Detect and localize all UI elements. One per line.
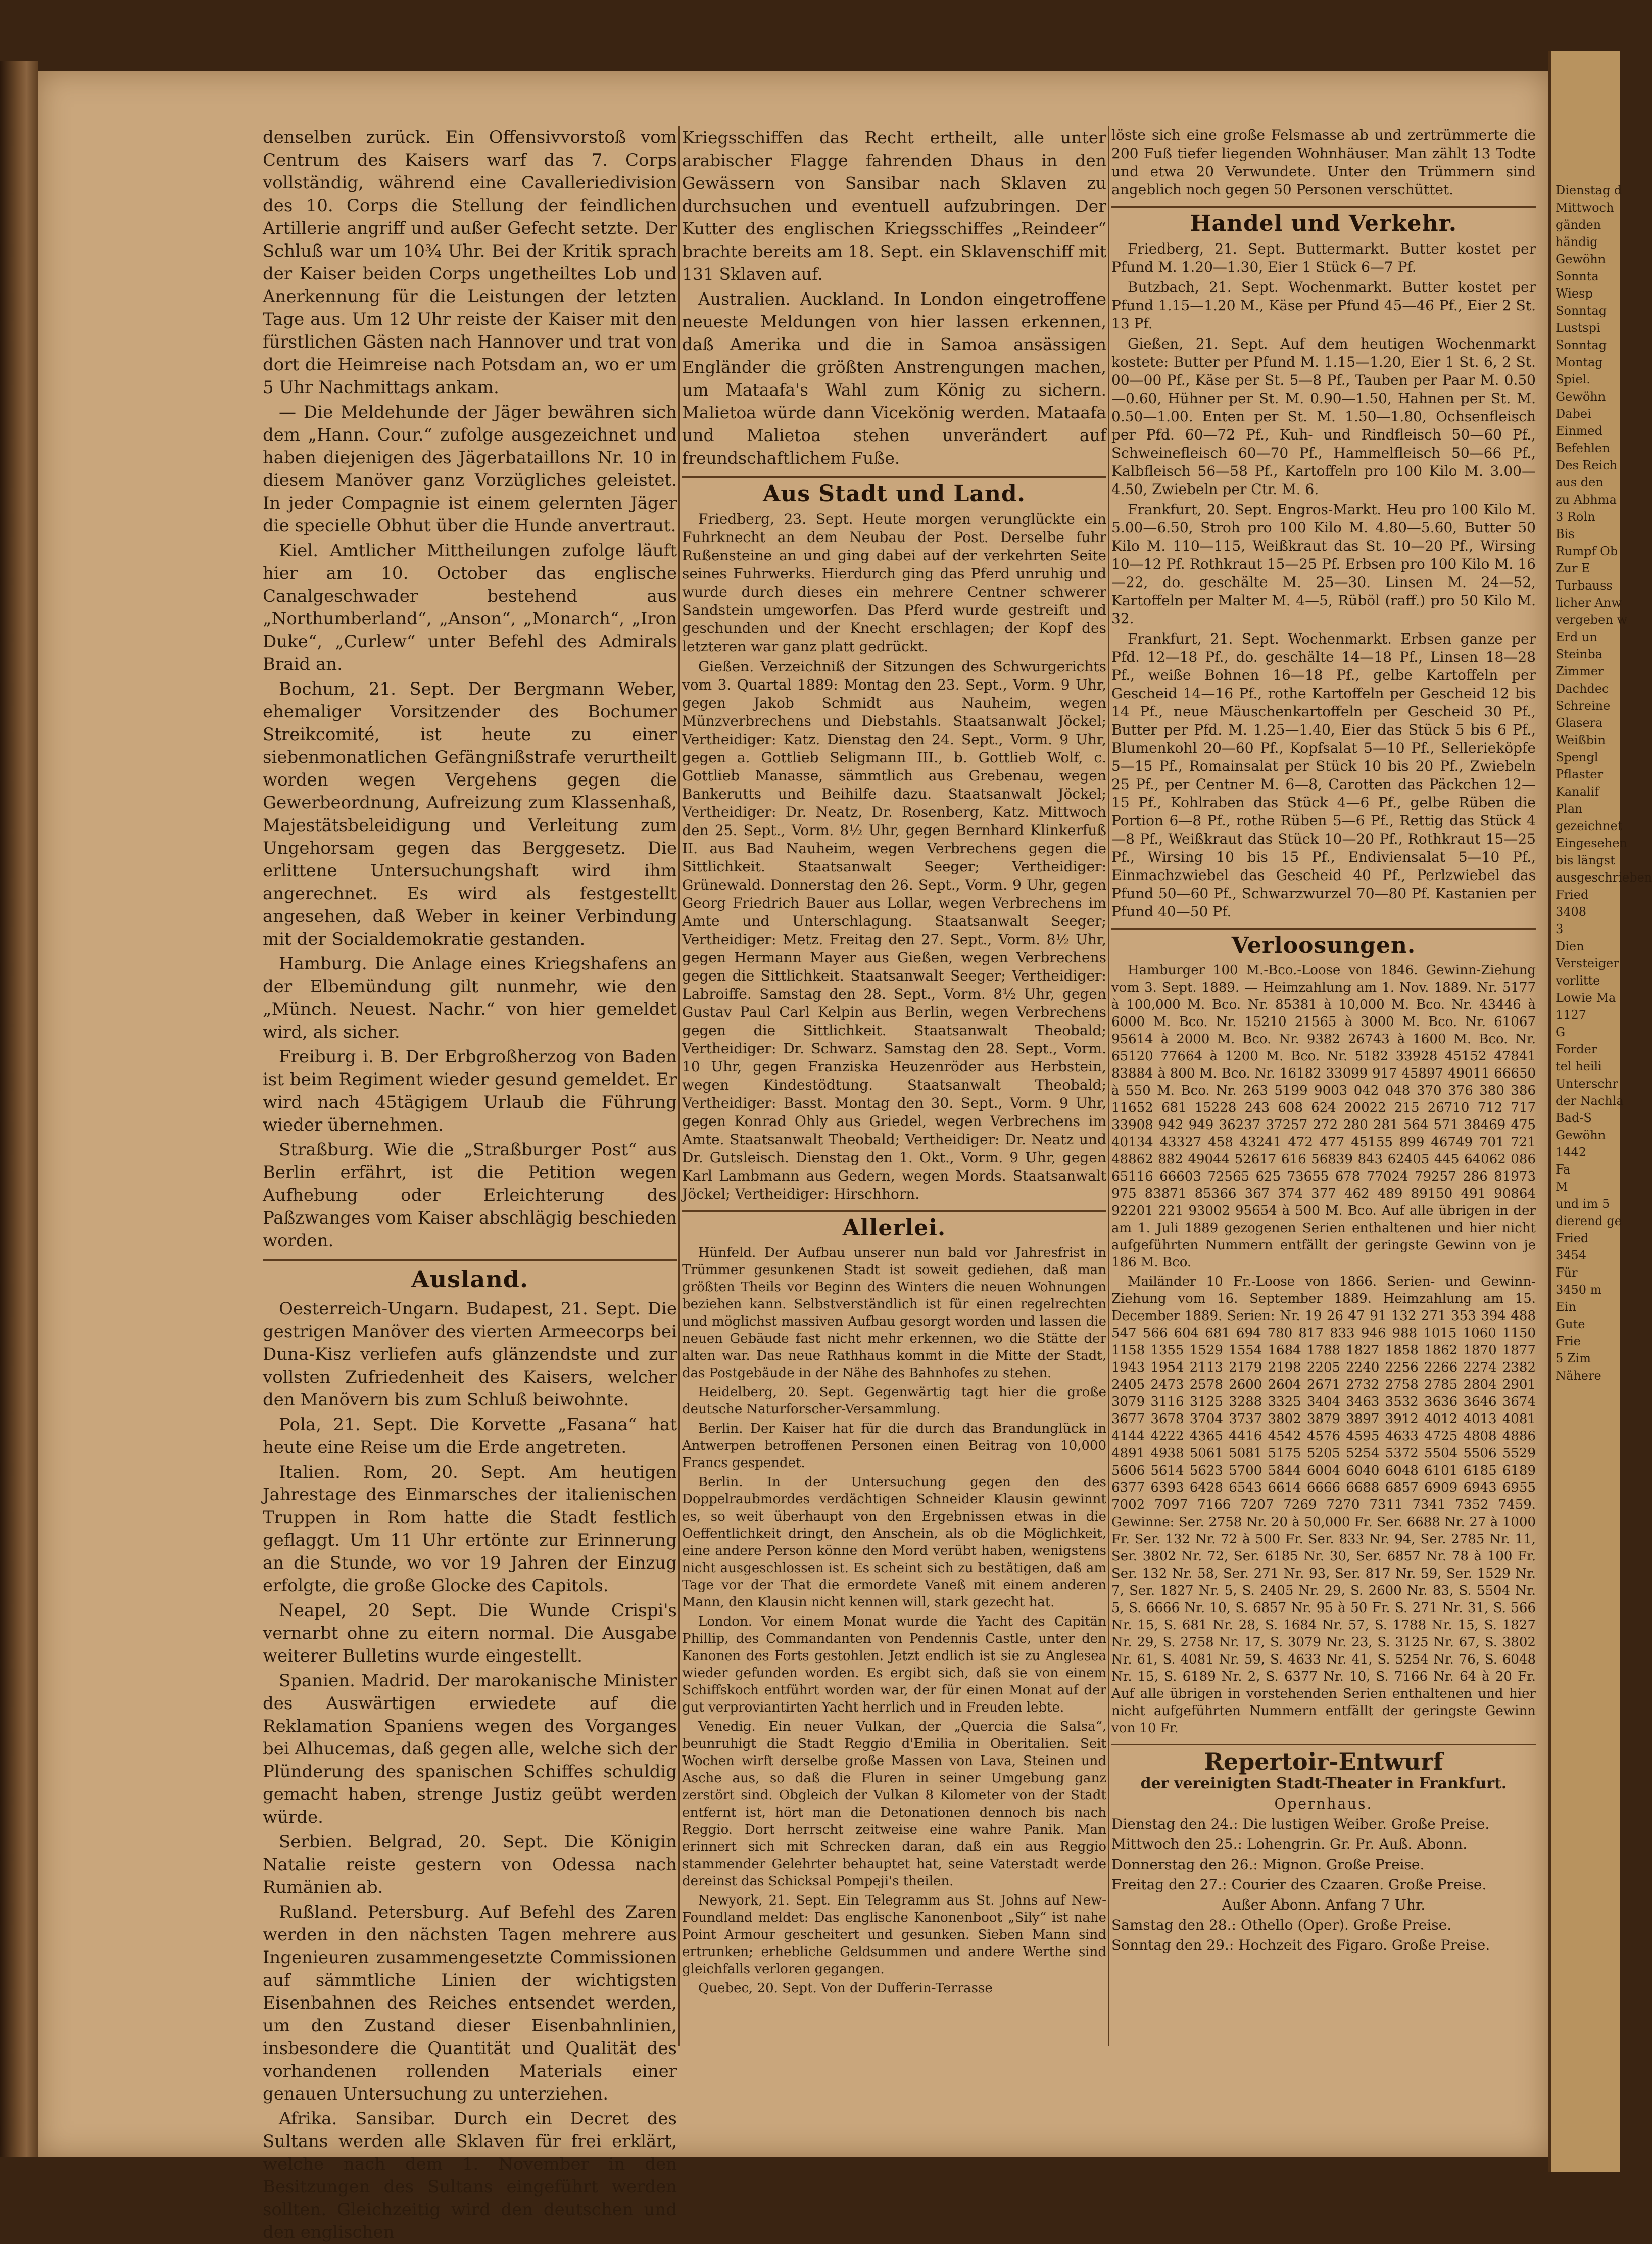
adjacent-page-edge <box>1548 51 1652 2172</box>
column-1 <box>263 126 677 2242</box>
list-item: Außer Abonn. Anfang 7 Uhr. <box>1222 1896 1426 1913</box>
paragraph: Quebec, 20. Sept. Von der Dufferin-Terrasse <box>698 1981 993 1996</box>
ausland-paragraphs <box>263 1298 677 2244</box>
opernhaus-label: Opernhaus. <box>1274 1795 1373 1812</box>
adjacent-page-line: ausgeschrieben <box>1556 870 1652 885</box>
paragraph: Bochum, 21. Sept. Der Bergmann Weber, ehemaliger Vorsitzender des Bochumer Streikcomité, ist heute zu einer siebenmonatlichen Gefängnißstrafe verurtheilt worden wegen Vergehens gegen die Gewerbeordnung, Aufreizung zum Klassenhaß, Majestätsbeleidigung und Verleitung zum Ungehorsam gegen das Berggesetz. Die erlittene Untersuchungshaft wird ihm angerechnet. Es wird als festgestellt angesehen, daß Weber in keiner Verbindung mit der Socialdemokratie gestanden. <box>263 679 677 949</box>
paragraph: Serbien. Belgrad, 20. Sept. Die Königin Natalie reiste gestern von Odessa nach Rumänien ab. <box>263 1832 677 1897</box>
section-divider <box>1111 928 1536 930</box>
adjacent-page-line: Dienstag d <box>1556 183 1622 198</box>
list-item: Sonntag den 29.: Hochzeit des Figaro. Große Preise. <box>1111 1937 1490 1954</box>
adjacent-page-line: der Nachla <box>1556 1094 1624 1108</box>
adjacent-page-line: Versteiger <box>1556 956 1619 970</box>
adjacent-page-line: Pflaster <box>1556 767 1604 782</box>
adjacent-page-line: Für <box>1556 1265 1578 1280</box>
adjacent-page-line: Weißbin <box>1556 733 1606 747</box>
adjacent-page-line: Gewöhn <box>1556 1128 1606 1142</box>
paragraph: Heidelberg, 20. Sept. Gegenwärtig tagt hier die große deutsche Naturforscher-Versammlung. <box>682 1385 1106 1417</box>
adjacent-page-line: Fa <box>1556 1162 1571 1177</box>
col1-paragraphs <box>263 126 677 1252</box>
adjacent-page-line: Lustspi <box>1556 321 1600 335</box>
paragraph: London. Vor einem Monat wurde die Yacht des Capitän Phillip, des Commandanten von Pendennis Castle, unter den Kanonen des Forts gestohlen. Jetzt endlich ist sie zu Anglesea wieder gefunden worden. Es ergibt sich, daß sie von einem Schiffskoch entführt worden war, der für einen Monat auf der gut verproviantirten Yacht herrlich und in Freuden lebte. <box>682 1614 1106 1715</box>
repertoir-list <box>1111 1815 1536 1955</box>
column-rule-2 <box>1108 126 1109 2046</box>
paragraph: Venedig. Ein neuer Vulkan, der „Quercia die Salsa“, beunruhigt die Stadt Reggio d'Emilia in Oberitalien. Seit Wochen wirft derselbe große Massen von Lava, Steinen und Asche aus, so daß die Fluren in seiner Umgebung ganz zerstört sind. Obgleich der Vulkan 8 Kilometer von der Stadt entfernt ist, hört man die Detonationen dennoch bis nach Reggio. Dort herrscht zeitweise eine wahre Panik. Man erinnert sich mit Schrecken daran, daß ein aus Reggio stammender Gelehrter behauptet hat, seine Vaterstadt werde dereinst das Schicksal Pompeji's theilen. <box>682 1719 1106 1889</box>
column-3 <box>1111 126 1536 2096</box>
paragraph: Italien. Rom, 20. Sept. Am heutigen Jahrestage des Einmarsches der italienischen Truppen in Rom hatte die Stadt festlich geflaggt. Um 11 Uhr ertönte zur Erinnerung an die Stunde, wo vor 19 Jahren der Einzug erfolgte, die große Glocke des Capitols. <box>263 1462 677 1596</box>
paragraph: Neapel, 20 Sept. Die Wunde Crispi's vernarbt ohne zu eitern normal. Die Ausgabe weiterer Bulletins wurde eingestellt. <box>263 1600 677 1666</box>
section-heading-handel-und-verkehr: Handel und Verkehr. <box>1190 211 1457 236</box>
adjacent-page-line: Frie <box>1556 1334 1581 1348</box>
adjacent-page-line: vergeben w <box>1556 613 1627 627</box>
adjacent-page-line: Schreine <box>1556 699 1611 713</box>
paragraph: Hamburg. Die Anlage eines Kriegshafens an der Elbemündung gilt nunmehr, wie den „Münch. Neuest. Nachr.“ von hier gemeldet wird, als sicher. <box>263 954 677 1042</box>
adjacent-page-line: Zimmer <box>1556 664 1604 678</box>
adjacent-page-line: 3 <box>1556 922 1564 936</box>
adjacent-page-line: Wiesp <box>1556 286 1593 301</box>
adjacent-page-line: 3450 m <box>1556 1283 1602 1297</box>
paragraph: Hünfeld. Der Aufbau unserer nun bald vor Jahresfrist in Trümmer gesunkenen Stadt ist soweit gediehen, daß man größten Theils vor Beginn des Winters die neuen Wohnungen beziehen kann. Selbstverständlich ist für einen regelrechten und möglichst massiven Aufbau gesorgt worden und lassen die neuen Gebäude fast nicht mehr erkennen, wo die Stätte der alten war. Das neue Rathhaus kommt in die Mitte der Stadt, das Postgebäude in der Nähe des Bahnhofes zu stehen. <box>682 1245 1106 1381</box>
paragraph: Friedberg, 21. Sept. Buttermarkt. Butter kostet per Pfund M. 1.20—1.30, Eier 1 Stück 6—7 Pf. <box>1111 240 1536 275</box>
adjacent-page-line: 3454 <box>1556 1248 1587 1262</box>
book-spine-edge <box>0 61 38 2157</box>
section-divider <box>682 476 1106 478</box>
adjacent-page-line: Plan <box>1556 802 1583 816</box>
column-2 <box>682 126 1106 2096</box>
paragraph: Newyork, 21. Sept. Ein Telegramm aus St. Johns auf New-Foundland meldet: Das englische Kanonenboot „Sily“ ist nahe Point Armour gescheitert und gesunken. Sieben Mann sind ertrunken; erhebliche Geldsummen und andere Werthe sind gleichfalls verloren gegangen. <box>682 1893 1106 1977</box>
adjacent-page-line: Bad-S <box>1556 1111 1592 1125</box>
paragraph: Frankfurt, 20. Sept. Engros-Markt. Heu pro 100 Kilo M. 5.00—6.50, Stroh pro 100 Kilo M. 4.80—5.60, Butter 50 Kilo M. 110—115, Weißkraut das St. 10—20 Pf., Wirsing 10—12 Pf. Rothkraut 15—25 Pf. Erbsen pro 100 Kilo M. 16—22, do. geschälte M. 25—30. Linsen M. 24—52, Kartoffeln per Malter M. 4—5, Rüböl (raff.) pro 50 Kilo M. 32. <box>1111 501 1536 627</box>
adjacent-page-line: Fried <box>1556 1231 1589 1245</box>
list-item: Dienstag den 24.: Die lustigen Weiber. Große Preise. <box>1111 1816 1490 1832</box>
paragraph: Gießen, 21. Sept. Auf dem heutigen Wochenmarkt kostete: Butter per Pfund M. 1.15—1.20, Eier 1 St. 6, 2 St. 00—00 Pf., Käse per St. 5—8 Pf., Tauben per Paar M. 0.50—0.60, Hühner per St. M. 0.90—1.50, Hahnen per St. M. 0.50—1.00. Enten per St. M. 1.50—1.80, Ochsenfleisch per Pfd. 60—72 Pf., Kuh- und Rindfleisch 50—60 Pf., Schweinefleisch 60—70 Pf., Hammelfleisch 50—66 Pf., Kalbfleisch 56—58 Pf., Kartoffeln pro 100 Kilo M. 3.00—4.50, Zwiebeln per Ctr. M. 6. <box>1111 335 1536 498</box>
adjacent-page-line: Dabei <box>1556 407 1591 421</box>
paragraph: Rußland. Petersburg. Auf Befehl des Zaren werden in den nächsten Tagen mehrere aus Ingenieuren zusammengesetzte Commissionen auf sämmtliche Linien der wichtigsten Eisenbahnen des Reiches entsendet werden, um den Zustand dieser Eisenbahnlinien, insbesondere die Quantität und Qualität des vorhandenen rollenden Materials einer genauen Untersuchung zu unterziehen. <box>263 1902 677 2104</box>
paragraph: löste sich eine große Felsmasse ab und zertrümmerte die 200 Fuß tiefer liegenden Wohnhäuser. Man zählt 13 Todte und etwa 20 Verwundete. Unter den Trümmern sind angeblich noch gegen 50 Personen verschüttet. <box>1111 127 1536 198</box>
adjacent-page-line: M <box>1556 1180 1568 1194</box>
adjacent-page-line: Mittwoch <box>1556 201 1614 215</box>
adjacent-page-line: Rumpf Ob <box>1556 544 1618 558</box>
paragraph: Afrika. Sansibar. Durch ein Decret des Sultans werden alle Sklaven für frei erklärt, welche nach dem 1. November in den Besitzungen des Sultans eingeführt werden sollten. Gleichzeitig wird den deutschen und den englischen <box>263 2109 677 2242</box>
list-item: Samstag den 28.: Othello (Oper). Große Preise. <box>1111 1917 1452 1933</box>
adjacent-page-line: Fried <box>1556 888 1589 902</box>
adjacent-page-line: Montag <box>1556 355 1603 369</box>
adjacent-page-line: Sonntag <box>1556 304 1607 318</box>
paragraph: Friedberg, 23. Sept. Heute morgen verunglückte ein Fuhrknecht an dem Neubau der Post. Derselbe fuhr Rußensteine an und ging dabei auf der verkehrten Seite seines Fuhrwerks. Hierdurch ging das Pferd unruhig und wurde durch dieses ein mehrere Centner schwerer Sandstein umgeworfen. Das Pferd wurde gestreift und geschunden und der Knecht erschlagen; der Kopf des letzteren war ganz platt gedrückt. <box>682 511 1106 655</box>
adjacent-page-line: Lowie Ma <box>1556 991 1616 1005</box>
paragraph: Oesterreich-Ungarn. Budapest, 21. Sept. Die gestrigen Manöver des vierten Armeecorps bei Duna-Kisz verliefen aufs glänzendste und zur vollsten Zufriedenheit des Kaisers, welcher den Manövern bis zum Schluß beiwohnte. <box>263 1299 677 1410</box>
adjacent-page-line: Bis <box>1556 527 1575 541</box>
adjacent-page-line: vorlitte <box>1556 973 1600 988</box>
adjacent-page-text <box>1551 51 1652 1384</box>
adjacent-page-line: Dachdec <box>1556 681 1609 696</box>
adjacent-page-line: Sonntag <box>1556 338 1607 352</box>
adjacent-page-line: Unterschr <box>1556 1077 1618 1091</box>
adjacent-page-line: und im 5 <box>1556 1197 1610 1211</box>
paragraph: Kiel. Amtlicher Mittheilungen zufolge läuft hier am 10. October das englische Canalgeschwader bestehend aus „Northumberland“, „Anson“, „Monarch“, „Iron Duke“, „Curlew“ unter Befehl des Admirals Braid an. <box>263 541 677 674</box>
paragraph: Pola, 21. Sept. Die Korvette „Fasana“ hat heute eine Reise um die Erde angetreten. <box>263 1414 677 1457</box>
adjacent-page-line: bis längst <box>1556 853 1615 867</box>
section-divider <box>1111 206 1536 208</box>
adjacent-page-line: Gute <box>1556 1317 1585 1331</box>
paragraph: Mailänder 10 Fr.-Loose von 1866. Serien- und Gewinn-Ziehung vom 16. September 1889. Heimzahlung am 15. December 1889. Serien: Nr. 19 26 47 91 132 271 353 394 488 547 566 604 681 694 780 817 833 946 988 1015 1060 1150 1158 1355 1529 1554 1684 1788 1827 1858 1862 1870 1877 1943 1954 2113 2179 2198 2205 2240 2256 2266 2274 2382 2405 2473 2578 2600 2604 2671 2732 2758 2785 2804 2901 3079 3116 3125 3288 3325 3404 3463 3532 3636 3646 3674 3677 3678 3704 3737 3802 3879 3897 3912 4012 4013 4081 4144 4222 4365 4416 4542 4576 4595 4633 4725 4808 4886 4891 4938 5061 5081 5175 5205 5254 5372 5504 5506 5529 5606 5614 5623 5700 5844 6004 6040 6048 6101 6185 6189 6377 6393 6428 6543 6614 6666 6688 6857 6909 6943 6955 7002 7097 7166 7207 7269 7270 7311 7341 7352 7459. Gewinne: Ser. 2758 Nr. 20 à 50,000 Fr. Ser. 6688 Nr. 27 à 1000 Fr. Ser. 132 Nr. 72 à 500 Fr. Ser. 833 Nr. 94, Ser. 2785 Nr. 11, Ser. 3802 Nr. 72, Ser. 6185 Nr. 30, Ser. 6857 Nr. 78 à 100 Fr. Ser. 132 Nr. 58, Ser. 271 Nr. 93, Ser. 817 Nr. 59, Ser. 1529 Nr. 7, Ser. 1827 Nr. 5, S. 2405 Nr. 29, S. 2600 Nr. 83, S. 5504 Nr. 5, S. 6666 Nr. 10, S. 6857 Nr. 95 à 50 Fr. S. 271 Nr. 31, S. 566 Nr. 15, S. 681 Nr. 28, S. 1684 Nr. 57, S. 1788 Nr. 15, S. 1827 Nr. 29, S. 2758 Nr. 17, S. 3079 Nr. 23, S. 3125 Nr. 67, S. 3802 Nr. 61, S. 4081 Nr. 59, S. 4633 Nr. 41, S. 5254 Nr. 76, S. 6048 Nr. 15, S. 6189 Nr. 2, S. 6377 Nr. 10, S. 7166 Nr. 64 à 20 Fr. Auf alle übrigen in vorstehenden Serien enthaltenen und hier nicht aufgeführten Nummern entfällt der geringste Gewinn von 10 Fr. <box>1111 1274 1536 1736</box>
adjacent-page-line: 3 Roln <box>1556 510 1595 524</box>
section-heading-stadt-und-land: Aus Stadt und Land. <box>763 481 1026 507</box>
adjacent-page-line: Steinba <box>1556 647 1603 661</box>
adjacent-page-line: Kanalif <box>1556 785 1599 799</box>
section-divider <box>263 1259 677 1261</box>
adjacent-page-line: Ein <box>1556 1300 1576 1314</box>
adjacent-page-line: 5 Zim <box>1556 1351 1591 1365</box>
column-rule-1 <box>678 126 680 2046</box>
adjacent-page-line: Sonnta <box>1556 269 1599 283</box>
adjacent-page-line: licher Anw <box>1556 596 1622 610</box>
adjacent-page-line: Gewöhn <box>1556 252 1606 266</box>
adjacent-page-line: Spengl <box>1556 750 1598 764</box>
paragraph: Spanien. Madrid. Der marokanische Minister des Auswärtigen erwiedete auf die Reklamation Spaniens wegen des Vorganges bei Alhucemas, daß gegen alle, welche sich der Plünderung des spanischen Schiffes schuldig gemacht haben, strenge Justiz geübt werden würde. <box>263 1671 677 1827</box>
adjacent-page-line: Eingesehen <box>1556 836 1627 850</box>
adjacent-page-line: händig <box>1556 235 1598 249</box>
adjacent-page-line: zu Abhma <box>1556 493 1617 507</box>
section-heading-verloosungen: Verloosungen. <box>1231 933 1416 958</box>
adjacent-page-line: Turbauss <box>1556 578 1613 593</box>
adjacent-page-line: Forder <box>1556 1042 1597 1056</box>
paragraph: Straßburg. Wie die „Straßburger Post“ aus Berlin erfährt, ist die Petition wegen Aufhebung oder Erleichterung des Paßzwanges vom Kaiser abschlägig beschieden worden. <box>263 1140 677 1251</box>
list-item: Freitag den 27.: Courier des Czaaren. Große Preise. <box>1111 1876 1487 1893</box>
repertoir-subheading: der vereinigten Stadt-Theater in Frankfurt. <box>1140 1775 1507 1792</box>
adjacent-page-line: dierend ge <box>1556 1214 1622 1228</box>
adjacent-page-line: Nähere <box>1556 1369 1601 1383</box>
list-item: Donnerstag den 26.: Mignon. Große Preise. <box>1111 1856 1425 1873</box>
adjacent-page-line: Zur E <box>1556 561 1590 575</box>
adjacent-page-line: Spiel. <box>1556 372 1590 386</box>
section-divider <box>1111 1744 1536 1745</box>
paragraph: Berlin. In der Untersuchung gegen den des Doppelraubmordes verdächtigen Schneider Klausin gewinnt es, so weit überhaupt von den Ergebnissen etwas in die Oeffentlichkeit dringt, den Anschein, als ob die Möglichkeit, eine andere Person könne den Mord verübt haben, wenigstens nicht ausgeschlossen ist. Es scheint sich zu bestätigen, daß am Tage vor der That die ermordete Vaneß mit einem anderen Mann, den Klausin nicht kennen will, stark gezecht hat. <box>682 1475 1106 1610</box>
adjacent-page-line: gänden <box>1556 218 1601 232</box>
paragraph: Gießen. Verzeichniß der Sitzungen des Schwurgerichts vom 3. Quartal 1889: Montag den 23. Sept., Vorm. 9 Uhr, gegen Jakob Schmidt aus Nauheim, wegen Münzverbrechens und Diebstahls. Staatsanwalt Jöckel; Vertheidiger: Katz. Dienstag den 24. Sept., Vorm. 9 Uhr, gegen a. Gottlieb Seligmann III., b. Gottlieb Wolf, c. Gottlieb Manasse, sämmtlich aus Grebenau, wegen Bankerutts und Beihilfe dazu. Staatsanwalt Jöckel; Vertheidiger: Dr. Neatz, Dr. Rosenberg, Katz. Mittwoch den 25. Sept., Vorm. 8½ Uhr, gegen Bernhard Klinkerfuß II. aus Bad Nauheim, wegen Verbrechens gegen die Sittlichkeit. Staatsanwalt Seeger; Vertheidiger: Grünewald. Donnerstag den 26. Sept., Vorm. 9 Uhr, gegen Georg Friedrich Bauer aus Lollar, wegen Verbrechens im Amte und Unterschlagung. Staatsanwalt Seeger; Vertheidiger: Metz. Freitag den 27. Sept., Vorm. 8½ Uhr, gegen Hermann Mayer aus Gießen, wegen Verbrechens gegen die Sittlichkeit. Staatsanwalt Seeger; Vertheidiger: Labroiffe. Samstag den 28. Sept., Vorm. 8½ Uhr, gegen Gustav Paul Carl Kelpin aus Berlin, wegen Verbrechens gegen die Sittlichkeit. Staatsanwalt Theobald; Vertheidiger: Dr. Schwarz. Samstag den 28. Sept., Vorm. 10 Uhr, gegen Franziska Heuzenröder aus Herbstein, wegen Kindestödtung. Staatsanwalt Theobald; Vertheidiger: Basst. Montag den 30. Sept., Vorm. 9 Uhr, gegen Konrad Ohly aus Griedel, wegen Verbrechens im Amte. Staatsanwalt Theobald; Vertheidiger: Dr. Neatz und Dr. Gutsleisch. Dienstag den 1. Okt., Vorm. 9 Uhr, gegen Karl Lambmann aus Gedern, wegen Mords. Staatsanwalt Jöckel; Vertheidiger: Hirschhorn. <box>682 658 1106 1202</box>
adjacent-page-line: 1127 <box>1556 1008 1587 1022</box>
adjacent-page-line: 3408 <box>1556 905 1587 919</box>
adjacent-page-line: gezeichnet <box>1556 819 1623 833</box>
adjacent-page-line: Des Reich <box>1556 458 1618 472</box>
list-item: Mittwoch den 25.: Lohengrin. Gr. Pr. Auß. Abonn. <box>1111 1836 1468 1852</box>
section-heading-ausland: Ausland. <box>411 1265 528 1293</box>
adjacent-page-line: Glasera <box>1556 716 1603 730</box>
section-heading-allerlei: Allerlei. <box>842 1215 946 1241</box>
adjacent-page-line: Befehlen <box>1556 441 1610 455</box>
adjacent-page-line: Erd un <box>1556 630 1597 644</box>
adjacent-page-line: Einmed <box>1556 424 1602 438</box>
paragraph: Kriegsschiffen das Recht ertheilt, alle unter arabischer Flagge fahrenden Dhaus in den Gewässern von Sansibar nach Sklaven zu durchsuchen und eventuell aufzubringen. Der Kutter des englischen Kriegsschiffes „Reindeer“ brachte bereits am 18. Sept. ein Sklavenschiff mit 131 Sklaven auf. <box>682 128 1106 284</box>
adjacent-page-line: aus den <box>1556 475 1604 490</box>
paragraph: Berlin. Der Kaiser hat für die durch das Brandunglück in Antwerpen betroffenen Personen einen Beitrag von 10,000 Francs gespendet. <box>682 1421 1106 1471</box>
adjacent-page-line: Dien <box>1556 939 1584 953</box>
section-divider <box>682 1210 1106 1212</box>
adjacent-page-line: G <box>1556 1025 1566 1039</box>
paragraph: Hamburger 100 M.-Bco.-Loose von 1846. Gewinn-Ziehung vom 3. Sept. 1889. — Heimzahlung am 1. Nov. 1889. Nr. 5177 à 100,000 M. Bco. Nr. 85381 à 10,000 M. Bco. Nr. 43446 à 6000 M. Bco. Nr. 15210 21565 à 3000 M. Bco. Nr. 61067 95614 à 2000 M. Bco. Nr. 9382 26743 à 1600 M. Bco. Nr. 65120 77664 à 1200 M. Bco. Nr. 5182 33928 45152 47841 83884 à 800 M. Bco. Nr. 16182 33099 917 45897 49011 66650 à 550 M. Bco. Nr. 263 5199 9003 042 048 370 376 380 386 11652 681 15228 243 608 624 20022 215 26710 712 717 33908 942 949 36237 37257 272 280 281 564 571 38469 475 40134 43327 458 43241 472 477 45155 899 46749 701 721 48862 882 49044 52617 616 56839 843 62405 445 64062 086 65116 66603 72565 625 73655 678 77024 79257 286 81973 975 83871 85366 367 374 377 462 489 89150 491 90864 92201 221 93002 95654 à 500 M. Bco. Auf alle übrigen in der am 1. Juli 1889 gezogenen Serien enthaltenen und hier nicht aufgeführten Nummern entfällt der geringste Gewinn von je 186 M. Bco. <box>1111 963 1536 1270</box>
paragraph: Butzbach, 21. Sept. Wochenmarkt. Butter kostet per Pfund 1.15—1.20 M., Käse per Pfund 45—46 Pf., Eier 2 St. 13 Pf. <box>1111 279 1536 332</box>
paragraph: Frankfurt, 21. Sept. Wochenmarkt. Erbsen ganze per Pfd. 12—18 Pf., do. geschälte 14—18 Pf., Linsen 18—28 Pf., weiße Bohnen 16—18 Pf., gelbe Kartoffeln per Gescheid 14—16 Pf., rothe Kartoffeln per Gescheid 12 bis 14 Pf., neue Mäuschenkartoffeln per Gescheid 30 Pf., Butter per Pfd. M. 1.25—1.40, Eier das Stück 5 bis 6 Pf., Blumenkohl 20—60 Pf., Kopfsalat 5—10 Pf., Sellerieköpfe 5—15 Pf., Romainsalat per Stück 10 bis 20 Pf., Zwiebeln 25 Pf., per Centner M. 6—8, Carotten das Päckchen 12—15 Pf., Kohlraben das Stück 4—6 Pf., gelbe Rüben die Portion 6—8 Pf., rothe Rüben 5—6 Pf., Rettig das Stück 4—8 Pf., Weißkraut das Stück 10—20 Pf., Rothkraut 15—25 Pf., Wirsing 10 bis 15 Pf., Endiviensalat 5—10 Pf., Einmachzwiebel das Gescheid 40 Pf., Perlzwiebel das Pfund 50—60 Pf., Schwarzwurzel 70—80 Pf. Kastanien per Pfund 40—50 Pf. <box>1111 630 1536 920</box>
adjacent-page-line: Gewöhn <box>1556 389 1606 404</box>
paragraph: — Die Meldehunde der Jäger bewähren sich dem „Hann. Cour.“ zufolge ausgezeichnet und haben diejenigen des Jägerbataillons Nr. 10 in diesem Manöver ganz Vorzügliches geleistet. In jeder Compagnie ist einem gelernten Jäger die specielle Obhut über die Hunde anvertraut. <box>263 402 677 536</box>
paragraph: Australien. Auckland. In London eingetroffene neueste Meldungen von hier lassen erkennen, daß Amerika und die in Samoa ansässigen Engländer die größten Anstrengungen machen, um Mataafa's Wahl zum König zu sichern. Malietoa würde dann Vicekönig werden. Mataafa und Malietoa stehen unverändert auf freundschaftlichem Fuße. <box>682 289 1106 468</box>
section-heading-repertoir: Repertoir-Entwurf <box>1204 1748 1443 1775</box>
adjacent-page-line: 1442 <box>1556 1145 1587 1159</box>
paragraph: denselben zurück. Ein Offensivvorstoß vom Centrum des Kaisers warf das 7. Corps vollständig, während eine Cavalleriedivision des 10. Corps die Stellung der feindlichen Artillerie angriff und außer Gefecht setzte. Der Schluß war um 10¾ Uhr. Bei der Kritik sprach der Kaiser beiden Corps ungetheiltes Lob und Anerkennung für die Leistungen der letzten Tage aus. Um 12 Uhr reiste der Kaiser mit den fürstlichen Gästen nach Hannover und trat von dort die Heimreise nach Potsdam an, wo er um 5 Uhr Nachmittags ankam. <box>263 127 677 398</box>
paragraph: Freiburg i. B. Der Erbgroßherzog von Baden ist beim Regiment wieder gesund gemeldet. Er wird nach 45tägigem Urlaub die Führung wieder übernehmen. <box>263 1047 677 1135</box>
adjacent-page-line: tel heili <box>1556 1059 1602 1074</box>
